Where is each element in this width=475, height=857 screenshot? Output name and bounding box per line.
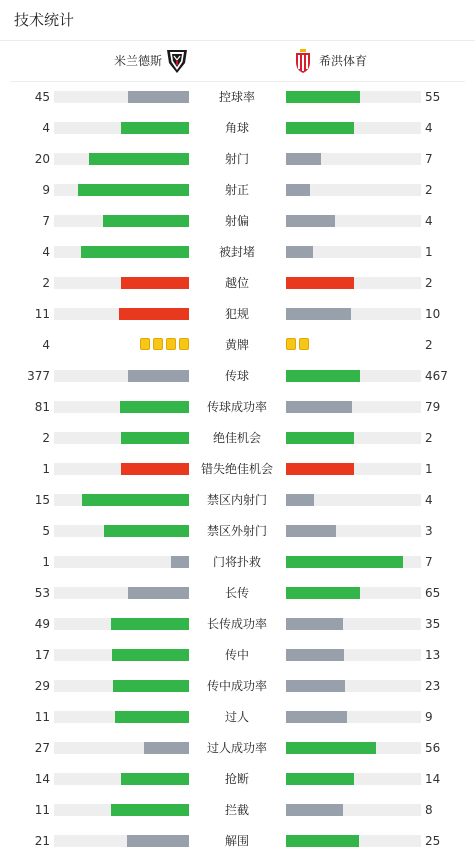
away-stat-bar (286, 618, 343, 630)
home-stat-value: 11 (34, 803, 50, 817)
away-stat-bar (286, 370, 360, 382)
away-stat-value: 1 (425, 462, 433, 476)
home-team[interactable] (0, 48, 188, 74)
away-stat-bar (286, 835, 359, 847)
away-stat-bar (286, 277, 354, 289)
away-stat-value: 79 (425, 400, 441, 414)
home-stat-bar (121, 122, 189, 134)
home-stat-bar (144, 742, 189, 754)
home-stat-bar (103, 215, 189, 227)
home-stat-value: 29 (34, 679, 50, 693)
yellow-card-icon (153, 338, 163, 350)
home-stat-bar (89, 153, 189, 165)
away-stat-bar-track (286, 153, 421, 165)
away-stat-bar-track (286, 649, 421, 661)
away-stat-bar-track (286, 401, 421, 413)
yellow-card-icon (286, 338, 296, 350)
away-stat-value: 2 (425, 183, 433, 197)
home-stat-bar (111, 804, 189, 816)
home-stat-bar (112, 649, 189, 661)
stat-label: 越位 (224, 276, 249, 290)
sporting-gijon-crest-icon (292, 48, 314, 74)
stat-row (0, 86, 475, 108)
away-stat-bar-track (286, 91, 421, 103)
away-stat-bar-track (286, 556, 421, 568)
away-stat-value: 35 (425, 617, 441, 631)
home-stat-bar (121, 463, 189, 475)
away-stat-bar-track (286, 277, 421, 289)
away-stat-bar (286, 91, 360, 103)
home-stat-value: 1 (42, 555, 50, 569)
home-stat-bar (128, 370, 189, 382)
home-stat-bar-track (54, 401, 189, 413)
home-stat-bar (119, 308, 189, 320)
away-stat-bar-track (286, 587, 421, 599)
away-stat-bar (286, 432, 354, 444)
away-stat-value: 4 (425, 493, 433, 507)
home-stat-bar (104, 525, 189, 537)
home-stat-bar-track (54, 618, 189, 630)
home-stat-bar-track (54, 742, 189, 754)
home-stat-bar-track (54, 432, 189, 444)
away-stat-bar (286, 680, 345, 692)
home-stat-bar-track (54, 184, 189, 196)
away-stat-value: 467 (425, 369, 448, 383)
away-team[interactable] (292, 48, 475, 74)
home-team-name: 米兰德斯 (113, 54, 162, 68)
home-stat-bar-track (54, 153, 189, 165)
home-stat-value: 4 (42, 338, 50, 352)
away-team-name: 希洪体育 (319, 54, 368, 68)
home-stat-bar-track (54, 308, 189, 320)
away-yellow-cards (286, 338, 309, 351)
stat-row (0, 458, 475, 480)
away-stat-bar-track (286, 432, 421, 444)
away-stat-bar-track (286, 742, 421, 754)
home-stat-bar-track (54, 525, 189, 537)
away-stat-value: 23 (425, 679, 441, 693)
home-stat-bar-track (54, 246, 189, 258)
stat-label: 传球 (224, 369, 249, 383)
stat-label: 禁区内射门 (206, 493, 267, 507)
home-stat-bar (127, 835, 189, 847)
stat-label: 传中成功率 (206, 679, 267, 693)
away-stat-bar (286, 711, 347, 723)
stat-row (0, 644, 475, 666)
home-stat-value: 49 (34, 617, 50, 631)
home-stat-bar (115, 711, 189, 723)
home-stat-bar (128, 91, 189, 103)
stat-row (0, 675, 475, 697)
home-stat-value: 53 (34, 586, 50, 600)
stat-row (0, 334, 475, 356)
home-stat-value: 21 (34, 834, 50, 848)
stat-label: 传中 (224, 648, 249, 662)
home-stat-bar-track (54, 649, 189, 661)
home-stat-value: 4 (42, 245, 50, 259)
home-stat-value: 27 (34, 741, 50, 755)
away-stat-bar-track (286, 494, 421, 506)
home-stat-bar-track (54, 835, 189, 847)
stat-row (0, 365, 475, 387)
yellow-card-icon (299, 338, 309, 350)
home-stat-value: 4 (42, 121, 50, 135)
away-stat-bar-track (286, 184, 421, 196)
home-stat-bar-track (54, 463, 189, 475)
home-stat-value: 7 (42, 214, 50, 228)
stat-row (0, 489, 475, 511)
home-stat-bar-track (54, 91, 189, 103)
away-stat-bar (286, 463, 354, 475)
home-stat-value: 5 (42, 524, 50, 538)
away-stat-bar-track (286, 463, 421, 475)
stat-row (0, 706, 475, 728)
stat-label: 拦截 (224, 803, 249, 817)
stat-label: 控球率 (218, 90, 255, 104)
away-stat-bar-track (286, 773, 421, 785)
home-yellow-cards (140, 338, 189, 351)
page-title: 技术统计 (14, 11, 75, 29)
stat-label: 抢断 (224, 772, 249, 786)
stat-label: 禁区外射门 (206, 524, 267, 538)
away-stat-value: 14 (425, 772, 441, 786)
away-stat-value: 56 (425, 741, 441, 755)
away-stat-bar (286, 153, 321, 165)
home-stat-bar-track (54, 277, 189, 289)
away-stat-value: 1 (425, 245, 433, 259)
away-stat-bar-track (286, 246, 421, 258)
home-stat-bar (111, 618, 189, 630)
away-stat-bar-track (286, 122, 421, 134)
home-stat-value: 2 (42, 431, 50, 445)
home-stat-bar (128, 587, 189, 599)
away-stat-value: 13 (425, 648, 441, 662)
away-stat-bar-track (286, 804, 421, 816)
home-stat-bar-track (54, 804, 189, 816)
home-stat-value: 20 (34, 152, 50, 166)
stat-label: 犯规 (224, 307, 249, 321)
home-stat-value: 1 (42, 462, 50, 476)
away-stat-bar (286, 246, 313, 258)
stat-row (0, 396, 475, 418)
away-stat-value: 7 (425, 152, 433, 166)
away-stat-bar (286, 556, 403, 568)
stat-label: 被封堵 (218, 245, 255, 259)
home-stat-bar (121, 432, 189, 444)
home-stat-bar-track (54, 215, 189, 227)
yellow-card-icon (166, 338, 176, 350)
stat-row (0, 768, 475, 790)
home-stat-value: 9 (42, 183, 50, 197)
away-stat-value: 3 (425, 524, 433, 538)
away-stat-bar (286, 122, 354, 134)
away-stat-bar (286, 215, 335, 227)
yellow-card-icon (179, 338, 189, 350)
home-stat-bar-track (54, 773, 189, 785)
stat-row (0, 799, 475, 821)
stat-label: 错失绝佳机会 (200, 462, 273, 476)
away-stat-bar (286, 401, 352, 413)
home-stat-value: 15 (34, 493, 50, 507)
away-stat-bar-track (286, 618, 421, 630)
home-stat-bar-track (54, 370, 189, 382)
stat-row (0, 148, 475, 170)
away-stat-value: 2 (425, 276, 433, 290)
stat-label: 门将扑救 (212, 555, 261, 569)
stat-row (0, 427, 475, 449)
home-stat-bar (171, 556, 189, 568)
away-stat-bar (286, 308, 351, 320)
home-stat-value: 17 (34, 648, 50, 662)
stat-row (0, 582, 475, 604)
away-stat-bar (286, 184, 310, 196)
away-stat-value: 4 (425, 214, 433, 228)
away-stat-value: 2 (425, 338, 433, 352)
header-divider (0, 40, 475, 41)
away-stat-value: 55 (425, 90, 441, 104)
away-stat-bar-track (286, 308, 421, 320)
home-stat-bar (121, 277, 189, 289)
mirandes-crest-icon (166, 48, 188, 74)
away-stat-bar-track (286, 680, 421, 692)
stat-label: 长传成功率 (206, 617, 267, 631)
stat-label: 角球 (224, 121, 249, 135)
home-stat-value: 377 (27, 369, 50, 383)
home-stat-bar (78, 184, 189, 196)
away-stat-bar-track (286, 525, 421, 537)
stat-label: 射偏 (224, 214, 249, 228)
away-stat-bar (286, 494, 314, 506)
away-stat-bar (286, 742, 376, 754)
home-stat-value: 14 (34, 772, 50, 786)
stat-row (0, 179, 475, 201)
home-stat-bar-track (54, 587, 189, 599)
teams-divider (10, 81, 465, 82)
home-stat-bar-track (54, 556, 189, 568)
stat-label: 射正 (224, 183, 249, 197)
stat-label: 绝佳机会 (212, 431, 261, 445)
home-stat-bar-track (54, 711, 189, 723)
stat-row (0, 117, 475, 139)
away-stat-bar (286, 773, 354, 785)
stat-row (0, 613, 475, 635)
stat-row (0, 303, 475, 325)
stat-label: 过人 (224, 710, 249, 724)
away-stat-bar-track (286, 835, 421, 847)
home-stat-value: 11 (34, 710, 50, 724)
home-stat-value: 81 (34, 400, 50, 414)
stat-label: 过人成功率 (206, 741, 267, 755)
home-stat-value: 45 (34, 90, 50, 104)
away-stat-bar-track (286, 215, 421, 227)
home-stat-value: 2 (42, 276, 50, 290)
stat-row (0, 520, 475, 542)
stat-label: 黄牌 (224, 338, 249, 352)
home-stat-bar (82, 494, 189, 506)
stat-row (0, 241, 475, 263)
away-stat-value: 2 (425, 431, 433, 445)
home-stat-bar (121, 773, 189, 785)
away-stat-value: 65 (425, 586, 441, 600)
home-stat-bar-track (54, 494, 189, 506)
stat-label: 解围 (224, 834, 249, 848)
away-stat-value: 25 (425, 834, 441, 848)
home-stat-bar (81, 246, 189, 258)
away-stat-value: 10 (425, 307, 441, 321)
stat-row (0, 272, 475, 294)
home-stat-bar-track (54, 122, 189, 134)
away-stat-bar (286, 804, 343, 816)
away-stat-value: 4 (425, 121, 433, 135)
yellow-card-icon (140, 338, 150, 350)
home-stat-bar-track (54, 680, 189, 692)
away-stat-value: 9 (425, 710, 433, 724)
stat-label: 射门 (224, 152, 249, 166)
stat-row (0, 210, 475, 232)
stat-label: 长传 (224, 586, 249, 600)
away-stat-bar (286, 649, 344, 661)
away-stat-value: 7 (425, 555, 433, 569)
home-stat-bar (120, 401, 189, 413)
stat-row (0, 830, 475, 852)
away-stat-bar-track (286, 370, 421, 382)
away-stat-bar (286, 587, 360, 599)
stat-row (0, 551, 475, 573)
stat-row (0, 737, 475, 759)
away-stat-bar (286, 525, 336, 537)
home-stat-bar (113, 680, 189, 692)
away-stat-bar-track (286, 711, 421, 723)
stat-label: 传球成功率 (206, 400, 267, 414)
away-stat-value: 8 (425, 803, 433, 817)
home-stat-value: 11 (34, 307, 50, 321)
